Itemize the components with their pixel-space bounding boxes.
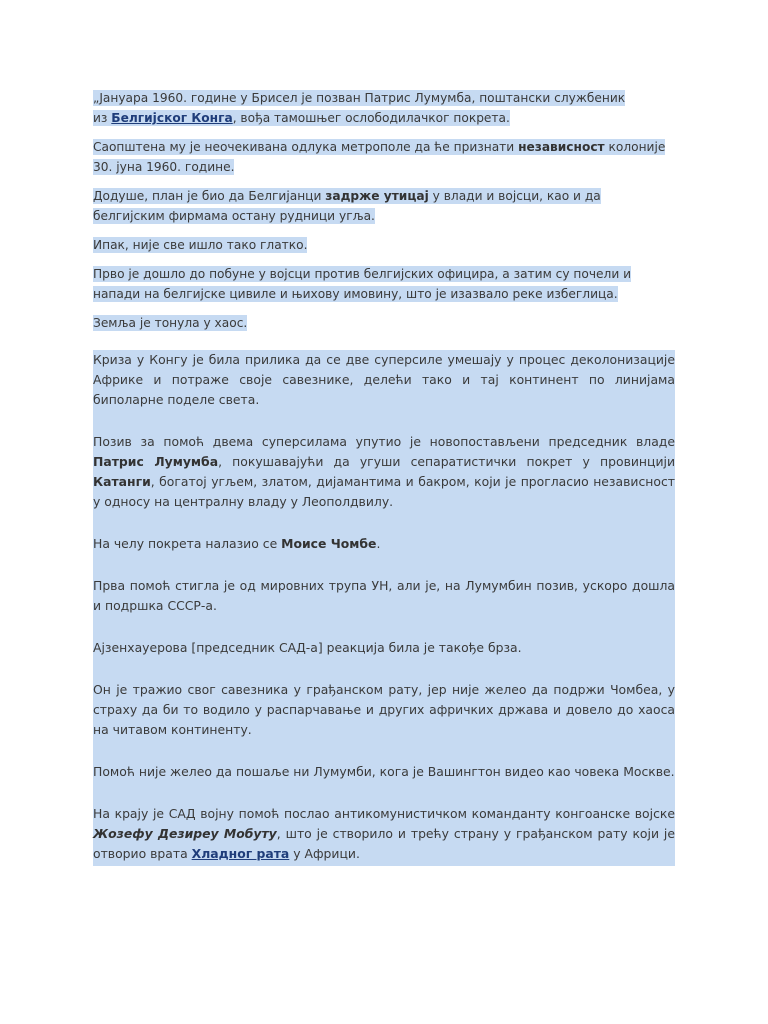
text: , вођа тамошњег ослободилачког покрета. [232, 111, 510, 125]
text: у Африци. [289, 846, 360, 861]
block-paragraph-8 [93, 804, 675, 864]
block-paragraph-1: Криза у Конгу је била прилика да се две суперсиле умешају у процес деколонизације Африке и потраже своје савезнике, делећи тако и тај континент по линијама биполарне поделе света. [93, 352, 675, 407]
bold-text: Патрис Лумумба [93, 454, 219, 469]
highlighted-intro [93, 88, 675, 333]
link-belgian-congo[interactable]: Белгијског Конга [111, 111, 233, 125]
paragraph-2 [93, 137, 675, 177]
block-paragraph-5: Ајзенхауерова [председник САД-а] реакција била је такође брза. [93, 640, 522, 655]
bold-text: Моисе Чомбе [281, 536, 377, 551]
text: „Јануара 1960. године у Брисел је позван Патрис Лумумба, поштански службеник [93, 91, 626, 105]
paragraph-5 [93, 264, 675, 304]
bold-text: независност [518, 140, 605, 154]
paragraph-1 [93, 88, 675, 128]
block-paragraph-7: Помоћ није желео да пошаље ни Лумумби, кога је Вашингтон видео као човека Москве. [93, 764, 675, 779]
block-paragraph-6: Он је тражио свог савезника у грађанском рату, јер није желео да подржи Чомбеа, у страху да би то водило у распарчавање и других афричких држава и довело до хаоса на читавом континенту. [93, 682, 675, 737]
text: Земља је тонула у хаос. [93, 316, 248, 330]
text: На крају је САД војну помоћ послао антикомунистичком команданту конгоанске војске [93, 806, 675, 821]
text: Прво је дошло до побуне у војсци против белгијских официра, а затим су почели и напади на белгијске цивиле и њихову имовину, што је изазвало реке избеглица. [93, 267, 632, 301]
text: из [93, 111, 112, 125]
text: колоније 30. јуна 1960. године. [93, 140, 666, 174]
block-paragraph-2 [93, 432, 675, 512]
paragraph-4 [93, 235, 675, 255]
text: у влади и војсци, као и да белгијским фирмама остану рудници угља. [93, 189, 601, 223]
text: Саопштена му је неочекивана одлука метрополе да ће признати [93, 140, 519, 154]
bold-text: Катанги [93, 474, 151, 489]
block-paragraph-3 [93, 534, 675, 554]
bold-italic-text: Жозефу Дезиреу Мобуту [93, 826, 277, 841]
text: , покушавајући да угуши сепаратистички покрет у провинцији [218, 454, 676, 469]
paragraph-3 [93, 186, 675, 226]
text: Ипак, није све ишло тако глатко. [93, 238, 308, 252]
text: , богатој угљем, златом, дијамантима и бакром, који је прогласио независност у односу на централну владу у Леополдвилу. [93, 474, 675, 509]
text: Позив за помоћ двема суперсилама упутио је новопостављени председник владе [93, 434, 675, 449]
text: Додуше, план је био да Белгијанци [93, 189, 326, 203]
text: , што је створило и трећу страну у грађанском рату који је отворио врата [93, 826, 675, 861]
text: . [376, 536, 381, 551]
link-cold-war[interactable]: Хладног рата [191, 846, 290, 861]
highlighted-block [93, 350, 675, 866]
paragraph-6 [93, 313, 675, 333]
document-page [93, 88, 675, 866]
text: На челу покрета налазио се [93, 536, 282, 551]
block-paragraph-4: Прва помоћ стигла је од мировних трупа УН, али је, на Лумумбин позив, ускоро дошла и подршка СССР-а. [93, 578, 675, 613]
bold-text: задрже утицај [325, 189, 429, 203]
